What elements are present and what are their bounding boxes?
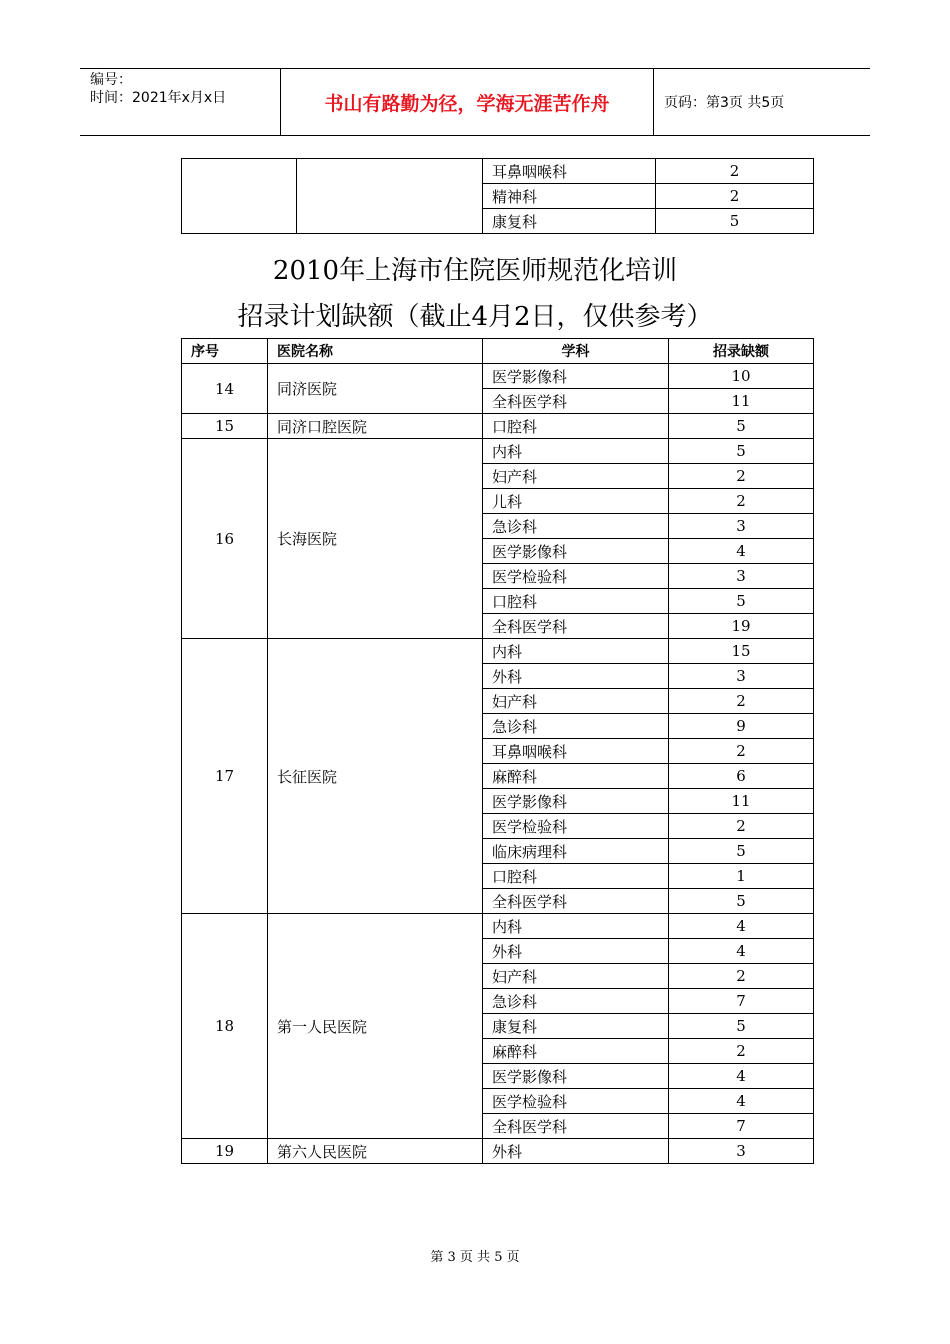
count-cell: 2: [669, 489, 814, 514]
header-meta: [80, 69, 281, 135]
subject-cell: 急诊科: [483, 514, 669, 539]
count-cell: 15: [669, 639, 814, 664]
header-index: 序号: [182, 339, 268, 364]
subject-cell: 康复科: [483, 1014, 669, 1039]
count-cell: 11: [669, 389, 814, 414]
subject-cell: 外科: [483, 939, 669, 964]
page-footer: 第 3 页 共 5 页: [430, 1250, 520, 1265]
index-cell: 18: [182, 914, 268, 1139]
count-cell: 3: [669, 1139, 814, 1164]
subject-cell: 全科医学科: [483, 1114, 669, 1139]
subject-cell: 麻醉科: [483, 764, 669, 789]
subject-cell: 康复科: [483, 209, 656, 234]
subject-cell: 医学检验科: [483, 814, 669, 839]
subject-cell: 外科: [483, 1139, 669, 1164]
continued-table: [181, 158, 814, 234]
count-cell: 1: [669, 864, 814, 889]
header-hospital: 医院名称: [268, 339, 483, 364]
subject-cell: 精神科: [483, 184, 656, 209]
count-cell: 3: [669, 514, 814, 539]
index-cell: 19: [182, 1139, 268, 1164]
hospital-cell: 长海医院: [268, 439, 483, 639]
subject-cell: 内科: [483, 914, 669, 939]
subject-cell: 医学检验科: [483, 1089, 669, 1114]
count-cell: 4: [669, 939, 814, 964]
quota-table: [181, 338, 814, 1164]
subject-cell: 全科医学科: [483, 389, 669, 414]
subject-cell: 急诊科: [483, 989, 669, 1014]
page-title-line1: 2010年上海市住院医师规范化培训: [272, 256, 678, 286]
subject-cell: 妇产科: [483, 689, 669, 714]
subject-cell: 医学影像科: [483, 364, 669, 389]
subject-cell: 临床病理科: [483, 839, 669, 864]
subject-cell: 内科: [483, 439, 669, 464]
page-title-line2: 招录计划缺额（截止4月2日，仅供参考）: [237, 302, 713, 332]
count-cell: 5: [669, 589, 814, 614]
subject-cell: 医学影像科: [483, 539, 669, 564]
count-cell: 5: [656, 209, 814, 234]
subject-cell: 内科: [483, 639, 669, 664]
table-row: [182, 439, 814, 464]
date-line: 时间：2021年x月x日: [90, 90, 227, 106]
subject-cell: 口腔科: [483, 589, 669, 614]
count-cell: 2: [669, 964, 814, 989]
count-cell: 2: [669, 814, 814, 839]
subject-cell: 妇产科: [483, 464, 669, 489]
count-cell: 5: [669, 889, 814, 914]
subject-cell: 全科医学科: [483, 614, 669, 639]
code-label: 编号：: [90, 72, 132, 88]
subject-cell: 医学检验科: [483, 564, 669, 589]
subject-cell: 外科: [483, 664, 669, 689]
subject-cell: 耳鼻咽喉科: [483, 159, 656, 184]
count-cell: 11: [669, 789, 814, 814]
page-header: [80, 68, 870, 136]
count-cell: 5: [669, 839, 814, 864]
subject-cell: 全科医学科: [483, 889, 669, 914]
count-cell: 2: [669, 464, 814, 489]
index-cell: 15: [182, 414, 268, 439]
hospital-cell: 第一人民医院: [268, 914, 483, 1139]
subject-cell: 口腔科: [483, 414, 669, 439]
count-cell: 5: [669, 414, 814, 439]
count-cell: 2: [656, 159, 814, 184]
subject-cell: 口腔科: [483, 864, 669, 889]
hospital-cell: 同济口腔医院: [268, 414, 483, 439]
count-cell: 9: [669, 714, 814, 739]
header-count: 招录缺额: [669, 339, 814, 364]
count-cell: 5: [669, 439, 814, 464]
hospital-cell: 长征医院: [268, 639, 483, 914]
table-row: [182, 914, 814, 939]
table-row: [182, 1139, 814, 1164]
count-cell: 10: [669, 364, 814, 389]
subject-cell: 医学影像科: [483, 1064, 669, 1089]
count-cell: 5: [669, 1014, 814, 1039]
count-cell: 2: [656, 184, 814, 209]
table-row: [182, 159, 814, 184]
header-motto: 书山有路勤为径，学海无涯苦作舟: [281, 69, 654, 135]
table-row: [182, 364, 814, 389]
count-cell: 4: [669, 1064, 814, 1089]
hospital-cell: 同济医院: [268, 364, 483, 414]
count-cell: 4: [669, 914, 814, 939]
table-row: [182, 414, 814, 439]
count-cell: 19: [669, 614, 814, 639]
empty-cell: [182, 159, 297, 234]
subject-cell: 妇产科: [483, 964, 669, 989]
index-cell: 16: [182, 439, 268, 639]
subject-cell: 麻醉科: [483, 1039, 669, 1064]
hospital-cell: 第六人民医院: [268, 1139, 483, 1164]
header-page-label: 页码：第3页 共5页: [664, 95, 785, 111]
subject-cell: 急诊科: [483, 714, 669, 739]
count-cell: 6: [669, 764, 814, 789]
count-cell: 2: [669, 689, 814, 714]
subject-cell: 医学影像科: [483, 789, 669, 814]
index-cell: 14: [182, 364, 268, 414]
subject-cell: 儿科: [483, 489, 669, 514]
count-cell: 7: [669, 1114, 814, 1139]
table-header-row: [182, 339, 814, 364]
count-cell: 2: [669, 739, 814, 764]
index-cell: 17: [182, 639, 268, 914]
count-cell: 4: [669, 539, 814, 564]
subject-cell: 耳鼻咽喉科: [483, 739, 669, 764]
count-cell: 2: [669, 1039, 814, 1064]
table-row: [182, 639, 814, 664]
header-subject: 学科: [483, 339, 669, 364]
count-cell: 3: [669, 564, 814, 589]
count-cell: 4: [669, 1089, 814, 1114]
empty-cell: [297, 159, 483, 234]
count-cell: 7: [669, 989, 814, 1014]
count-cell: 3: [669, 664, 814, 689]
